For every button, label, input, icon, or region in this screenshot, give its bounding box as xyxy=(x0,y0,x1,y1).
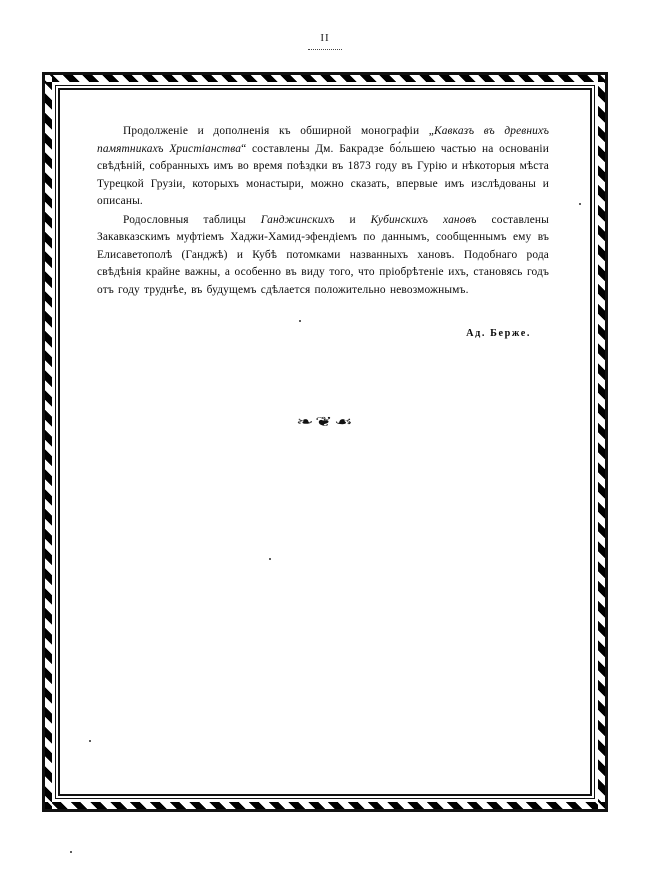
page-number-block xyxy=(0,28,650,50)
ornamental-frame xyxy=(42,72,608,812)
ink-speck xyxy=(299,320,301,322)
divider-ornament: ❧❦☙ xyxy=(295,414,355,429)
ink-speck xyxy=(89,740,91,742)
para2-run-5: составлены Закавказскимъ муфтіемъ Хаджи-Хамид-эфендіемъ по даннымъ, сообщеннымъ ему въ Елисаветополѣ (Ганджѣ) и Кубѣ потомками названныхъ хановъ. Подобнаго рода свѣдѣнія крайне важны, а особенно въ виду того, что пріобрѣтеніе ихъ, становясь годъ отъ году труднѣе, въ будущемъ сдѣлается положительно невозможнымъ. xyxy=(97,213,549,296)
page-number-rule xyxy=(308,48,342,50)
para2-run-1: Родословныя таблицы xyxy=(123,213,261,226)
ornamental-divider xyxy=(45,415,605,428)
page-number: II xyxy=(320,32,330,44)
para2-run-2-italic: Ганджинскихъ xyxy=(260,213,335,226)
ink-speck xyxy=(269,558,271,560)
paragraph-2 xyxy=(97,212,549,300)
para1-run-1: Продолженіе и дополненія къ обширной монографіи „ xyxy=(123,125,434,137)
para2-run-3: и xyxy=(334,213,371,226)
paragraph-1 xyxy=(97,123,549,211)
para1-run-3: “ составлены Дм. Бакрадзе бо́льшею частью на основаніи свѣдѣній, собранныхъ имъ во время поѣздки въ 1873 году въ Гурію и нѣкоторыя мѣста Турецкой Грузіи, которыхъ монастыри, можно сказать, впервые имъ изслѣдованы и описаны. xyxy=(97,142,549,207)
author-signature: Ад. Берже. xyxy=(466,328,531,339)
ink-speck xyxy=(70,851,72,853)
document-text xyxy=(97,123,549,343)
ink-speck xyxy=(579,203,581,205)
para2-run-4-italic: Кубинскихъ хановъ xyxy=(370,213,477,226)
para1-run-2-italic: Кавказъ въ древнихъ памятникахъ Христіанства xyxy=(97,125,550,155)
